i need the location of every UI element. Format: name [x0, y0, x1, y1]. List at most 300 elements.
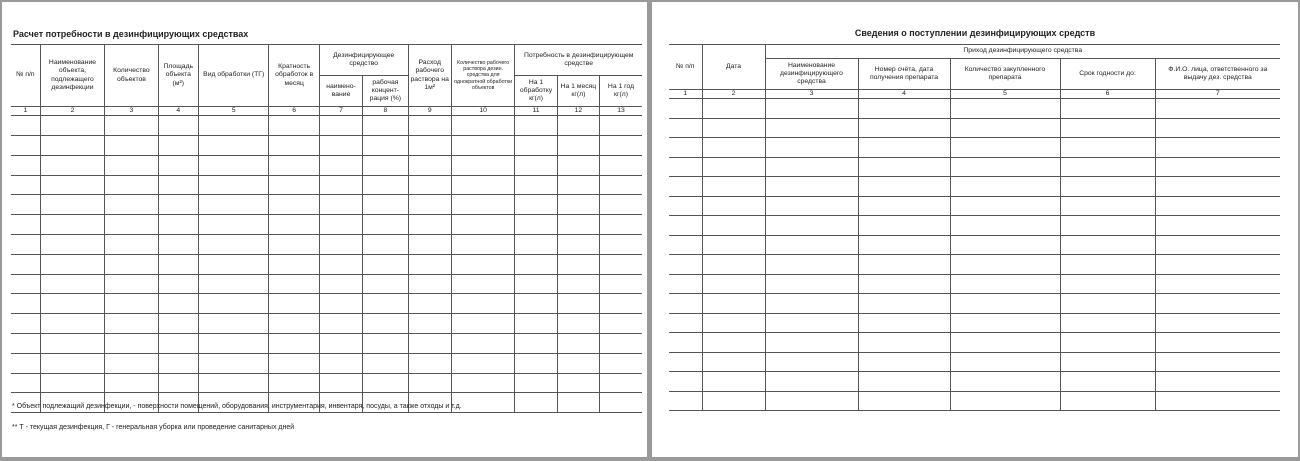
table-cell[interactable] — [451, 314, 515, 334]
table-cell[interactable] — [765, 352, 858, 372]
table-cell[interactable] — [408, 234, 451, 254]
column-number: 3 — [765, 90, 858, 99]
table-cell[interactable] — [858, 138, 950, 158]
table-cell[interactable] — [40, 116, 105, 136]
table-cell[interactable] — [198, 314, 269, 334]
table-cell[interactable] — [408, 373, 451, 393]
table-cell[interactable] — [858, 177, 950, 197]
table-cell[interactable] — [669, 157, 702, 177]
table-cell[interactable] — [11, 135, 40, 155]
table-cell[interactable] — [158, 116, 198, 136]
table-cell[interactable] — [408, 353, 451, 373]
table-cell[interactable] — [408, 314, 451, 334]
table-cell[interactable] — [950, 157, 1060, 177]
table-cell[interactable] — [1155, 118, 1280, 138]
table-cell[interactable] — [40, 195, 105, 215]
table-cell[interactable] — [158, 314, 198, 334]
table-cell[interactable] — [765, 235, 858, 255]
table-cell[interactable] — [451, 254, 515, 274]
table-cell[interactable] — [363, 116, 408, 136]
table-cell[interactable] — [765, 118, 858, 138]
table-cell[interactable] — [451, 135, 515, 155]
table-cell[interactable] — [158, 175, 198, 195]
table-cell[interactable] — [408, 195, 451, 215]
table-cell[interactable] — [40, 215, 105, 235]
table-cell[interactable] — [557, 116, 599, 136]
table-cell[interactable] — [702, 294, 765, 314]
table-cell[interactable] — [858, 118, 950, 138]
table-cell[interactable] — [669, 138, 702, 158]
table-cell[interactable] — [105, 373, 158, 393]
table-cell[interactable] — [702, 118, 765, 138]
table-cell[interactable] — [515, 155, 557, 175]
table-cell[interactable] — [702, 177, 765, 197]
table-cell[interactable] — [1060, 333, 1155, 353]
table-cell[interactable] — [858, 255, 950, 275]
table-cell[interactable] — [269, 135, 319, 155]
table-cell[interactable] — [11, 175, 40, 195]
table-cell[interactable] — [557, 254, 599, 274]
table-cell[interactable] — [600, 195, 642, 215]
table-row — [11, 175, 642, 195]
table-cell[interactable] — [40, 314, 105, 334]
table-cell[interactable] — [40, 155, 105, 175]
table-cell[interactable] — [1060, 216, 1155, 236]
table-cell[interactable] — [408, 135, 451, 155]
table-cell[interactable] — [40, 254, 105, 274]
table-cell[interactable] — [765, 255, 858, 275]
table-cell[interactable] — [1155, 274, 1280, 294]
table-cell[interactable] — [515, 393, 557, 413]
table-cell[interactable] — [1060, 235, 1155, 255]
table-cell[interactable] — [363, 333, 408, 353]
table-cell[interactable] — [363, 254, 408, 274]
table-cell[interactable] — [158, 215, 198, 235]
table-cell[interactable] — [269, 294, 319, 314]
table-cell[interactable] — [158, 353, 198, 373]
table-cell[interactable] — [158, 234, 198, 254]
table-cell[interactable] — [702, 235, 765, 255]
table-cell[interactable] — [451, 195, 515, 215]
table-cell[interactable] — [451, 353, 515, 373]
table-cell[interactable] — [557, 215, 599, 235]
table-cell[interactable] — [557, 234, 599, 254]
table-cell[interactable] — [105, 195, 158, 215]
table-cell[interactable] — [105, 234, 158, 254]
table-cell[interactable] — [269, 195, 319, 215]
table-cell[interactable] — [669, 216, 702, 236]
table-cell[interactable] — [40, 333, 105, 353]
table-cell[interactable] — [600, 175, 642, 195]
table-cell[interactable] — [669, 391, 702, 411]
table-cell[interactable] — [600, 215, 642, 235]
table-cell[interactable] — [702, 216, 765, 236]
table-cell[interactable] — [363, 135, 408, 155]
table-cell[interactable] — [319, 353, 362, 373]
table-cell[interactable] — [669, 118, 702, 138]
table-cell[interactable] — [198, 294, 269, 314]
table-cell[interactable] — [319, 333, 362, 353]
table-cell[interactable] — [669, 99, 702, 119]
table-cell[interactable] — [557, 353, 599, 373]
table-cell[interactable] — [105, 135, 158, 155]
table-cell[interactable] — [451, 274, 515, 294]
table-cell[interactable] — [11, 234, 40, 254]
table-cell[interactable] — [702, 138, 765, 158]
table-cell[interactable] — [198, 116, 269, 136]
table-cell[interactable] — [451, 155, 515, 175]
table-cell[interactable] — [363, 234, 408, 254]
table-cell[interactable] — [515, 254, 557, 274]
table-cell[interactable] — [11, 274, 40, 294]
table-cell[interactable] — [515, 215, 557, 235]
table-cell[interactable] — [198, 353, 269, 373]
table-cell[interactable] — [858, 196, 950, 216]
table-cell[interactable] — [669, 333, 702, 353]
table-cell[interactable] — [669, 235, 702, 255]
table-cell[interactable] — [765, 294, 858, 314]
table-cell[interactable] — [600, 234, 642, 254]
table-cell[interactable] — [515, 274, 557, 294]
table-cell[interactable] — [557, 155, 599, 175]
table-cell[interactable] — [1155, 391, 1280, 411]
table-cell[interactable] — [105, 353, 158, 373]
table-cell[interactable] — [1155, 99, 1280, 119]
table-cell[interactable] — [600, 254, 642, 274]
table-cell[interactable] — [600, 274, 642, 294]
table-cell[interactable] — [1060, 313, 1155, 333]
table-cell[interactable] — [1060, 294, 1155, 314]
table-cell[interactable] — [557, 274, 599, 294]
table-cell[interactable] — [669, 196, 702, 216]
table-cell[interactable] — [858, 372, 950, 392]
table-cell[interactable] — [363, 353, 408, 373]
table-cell[interactable] — [1155, 196, 1280, 216]
table-cell[interactable] — [158, 373, 198, 393]
table-cell[interactable] — [363, 195, 408, 215]
table-cell[interactable] — [1155, 372, 1280, 392]
table-cell[interactable] — [11, 294, 40, 314]
table-cell[interactable] — [319, 155, 362, 175]
table-cell[interactable] — [11, 314, 40, 334]
table-cell[interactable] — [1060, 177, 1155, 197]
table-cell[interactable] — [765, 391, 858, 411]
table-cell[interactable] — [1060, 274, 1155, 294]
table-cell[interactable] — [269, 254, 319, 274]
table-cell[interactable] — [600, 393, 642, 413]
table-cell[interactable] — [515, 294, 557, 314]
table-cell[interactable] — [451, 373, 515, 393]
table-cell[interactable] — [1060, 118, 1155, 138]
table-cell[interactable] — [702, 274, 765, 294]
table-cell[interactable] — [40, 373, 105, 393]
table-cell[interactable] — [600, 116, 642, 136]
table-cell[interactable] — [1060, 372, 1155, 392]
table-cell[interactable] — [451, 215, 515, 235]
table-cell[interactable] — [858, 99, 950, 119]
table-cell[interactable] — [451, 333, 515, 353]
table-cell[interactable] — [515, 314, 557, 334]
table-cell[interactable] — [40, 353, 105, 373]
table-cell[interactable] — [557, 195, 599, 215]
table-cell[interactable] — [363, 274, 408, 294]
table-cell[interactable] — [950, 177, 1060, 197]
table-cell[interactable] — [105, 175, 158, 195]
table-cell[interactable] — [1060, 99, 1155, 119]
table-cell[interactable] — [451, 234, 515, 254]
table-cell[interactable] — [950, 274, 1060, 294]
table-cell[interactable] — [557, 373, 599, 393]
table-cell[interactable] — [600, 155, 642, 175]
table-cell[interactable] — [408, 175, 451, 195]
table-cell[interactable] — [11, 373, 40, 393]
table-cell[interactable] — [1155, 235, 1280, 255]
table-cell[interactable] — [515, 175, 557, 195]
table-cell[interactable] — [198, 254, 269, 274]
table-cell[interactable] — [515, 353, 557, 373]
table-cell[interactable] — [950, 294, 1060, 314]
table-cell[interactable] — [269, 373, 319, 393]
table-cell[interactable] — [1155, 138, 1280, 158]
table-cell[interactable] — [1060, 196, 1155, 216]
table-cell[interactable] — [557, 294, 599, 314]
table-cell[interactable] — [408, 215, 451, 235]
table-cell[interactable] — [363, 175, 408, 195]
table-cell[interactable] — [105, 155, 158, 175]
table-cell[interactable] — [198, 373, 269, 393]
table-cell[interactable] — [158, 135, 198, 155]
table-cell[interactable] — [40, 274, 105, 294]
table-cell[interactable] — [451, 175, 515, 195]
table-cell[interactable] — [765, 333, 858, 353]
table-cell[interactable] — [1155, 352, 1280, 372]
table-cell[interactable] — [158, 254, 198, 274]
table-cell[interactable] — [669, 313, 702, 333]
table-cell[interactable] — [1060, 352, 1155, 372]
table-cell[interactable] — [669, 352, 702, 372]
table-cell[interactable] — [319, 373, 362, 393]
table-cell[interactable] — [40, 234, 105, 254]
table-cell[interactable] — [1060, 157, 1155, 177]
table-cell[interactable] — [950, 235, 1060, 255]
table-cell[interactable] — [158, 155, 198, 175]
table-cell[interactable] — [950, 391, 1060, 411]
table-cell[interactable] — [11, 353, 40, 373]
table-cell[interactable] — [702, 372, 765, 392]
table-cell[interactable] — [158, 195, 198, 215]
table-cell[interactable] — [1060, 391, 1155, 411]
table-cell[interactable] — [363, 314, 408, 334]
table-cell[interactable] — [105, 274, 158, 294]
table-cell[interactable] — [269, 116, 319, 136]
table-cell[interactable] — [1155, 177, 1280, 197]
table-cell[interactable] — [408, 274, 451, 294]
table-cell[interactable] — [702, 255, 765, 275]
table-cell[interactable] — [950, 216, 1060, 236]
table-cell[interactable] — [765, 196, 858, 216]
table-cell[interactable] — [702, 196, 765, 216]
table-cell[interactable] — [158, 274, 198, 294]
table-cell[interactable] — [669, 372, 702, 392]
table-cell[interactable] — [11, 215, 40, 235]
table-cell[interactable] — [408, 294, 451, 314]
table-cell[interactable] — [198, 175, 269, 195]
table-cell[interactable] — [600, 353, 642, 373]
table-cell[interactable] — [363, 155, 408, 175]
table-cell[interactable] — [765, 313, 858, 333]
table-cell[interactable] — [451, 294, 515, 314]
table-cell[interactable] — [1155, 216, 1280, 236]
table-cell[interactable] — [858, 157, 950, 177]
table-cell[interactable] — [950, 372, 1060, 392]
table-cell[interactable] — [765, 216, 858, 236]
table-cell[interactable] — [858, 235, 950, 255]
table-cell[interactable] — [198, 135, 269, 155]
table-cell[interactable] — [198, 234, 269, 254]
table-cell[interactable] — [319, 234, 362, 254]
table-cell[interactable] — [319, 215, 362, 235]
table-cell[interactable] — [363, 373, 408, 393]
table-cell[interactable] — [950, 352, 1060, 372]
table-cell[interactable] — [858, 391, 950, 411]
table-cell[interactable] — [11, 116, 40, 136]
table-cell[interactable] — [950, 138, 1060, 158]
table-cell[interactable] — [669, 255, 702, 275]
table-cell[interactable] — [198, 195, 269, 215]
table-cell[interactable] — [557, 314, 599, 334]
table-cell[interactable] — [515, 195, 557, 215]
table-cell[interactable] — [557, 135, 599, 155]
table-cell[interactable] — [669, 294, 702, 314]
table-cell[interactable] — [198, 215, 269, 235]
table-cell[interactable] — [269, 215, 319, 235]
table-cell[interactable] — [319, 116, 362, 136]
table-cell[interactable] — [858, 352, 950, 372]
table-cell[interactable] — [198, 155, 269, 175]
table-cell[interactable] — [765, 274, 858, 294]
table-cell[interactable] — [105, 314, 158, 334]
table-cell[interactable] — [950, 99, 1060, 119]
table-cell[interactable] — [105, 333, 158, 353]
table-cell[interactable] — [669, 274, 702, 294]
table-cell[interactable] — [105, 116, 158, 136]
table-cell[interactable] — [702, 391, 765, 411]
table-cell[interactable] — [557, 175, 599, 195]
table-cell[interactable] — [40, 175, 105, 195]
table-cell[interactable] — [269, 274, 319, 294]
table-cell[interactable] — [1060, 255, 1155, 275]
table-cell[interactable] — [557, 333, 599, 353]
table-cell[interactable] — [11, 155, 40, 175]
table-cell[interactable] — [105, 294, 158, 314]
table-cell[interactable] — [158, 294, 198, 314]
table-cell[interactable] — [600, 314, 642, 334]
table-cell[interactable] — [269, 333, 319, 353]
table-cell[interactable] — [858, 274, 950, 294]
table-cell[interactable] — [765, 372, 858, 392]
table-cell[interactable] — [765, 177, 858, 197]
table-cell[interactable] — [515, 333, 557, 353]
table-cell[interactable] — [1155, 313, 1280, 333]
table-cell[interactable] — [600, 333, 642, 353]
table-cell[interactable] — [269, 155, 319, 175]
table-cell[interactable] — [408, 333, 451, 353]
table-cell[interactable] — [40, 135, 105, 155]
table-cell[interactable] — [515, 116, 557, 136]
table-cell[interactable] — [950, 118, 1060, 138]
table-cell[interactable] — [1155, 294, 1280, 314]
table-cell[interactable] — [319, 135, 362, 155]
table-cell[interactable] — [319, 195, 362, 215]
table-cell[interactable] — [702, 157, 765, 177]
table-cell[interactable] — [40, 294, 105, 314]
table-cell[interactable] — [11, 333, 40, 353]
table-cell[interactable] — [600, 135, 642, 155]
table-cell[interactable] — [408, 254, 451, 274]
table-cell[interactable] — [319, 294, 362, 314]
table-cell[interactable] — [858, 313, 950, 333]
table-cell[interactable] — [105, 215, 158, 235]
table-cell[interactable] — [319, 274, 362, 294]
table-cell[interactable] — [557, 393, 599, 413]
table-cell[interactable] — [858, 333, 950, 353]
table-cell[interactable] — [105, 254, 158, 274]
table-cell[interactable] — [158, 333, 198, 353]
table-cell[interactable] — [765, 157, 858, 177]
table-cell[interactable] — [198, 274, 269, 294]
table-cell[interactable] — [11, 195, 40, 215]
table-cell[interactable] — [363, 294, 408, 314]
table-cell[interactable] — [515, 234, 557, 254]
table-cell[interactable] — [702, 333, 765, 353]
table-cell[interactable] — [319, 175, 362, 195]
table-cell[interactable] — [1155, 157, 1280, 177]
table-cell[interactable] — [950, 255, 1060, 275]
table-cell[interactable] — [515, 135, 557, 155]
left-page-title: Расчет потребности в дезинфицирующих средствах — [13, 29, 249, 39]
table-cell[interactable] — [515, 373, 557, 393]
table-cell[interactable] — [269, 234, 319, 254]
table-cell[interactable] — [765, 99, 858, 119]
table-cell[interactable] — [1155, 333, 1280, 353]
table-cell[interactable] — [702, 313, 765, 333]
table-cell[interactable] — [950, 333, 1060, 353]
table-cell[interactable] — [702, 99, 765, 119]
table-cell[interactable] — [11, 254, 40, 274]
table-cell[interactable] — [702, 352, 765, 372]
table-cell[interactable] — [950, 196, 1060, 216]
table-cell[interactable] — [600, 294, 642, 314]
table-cell[interactable] — [319, 314, 362, 334]
table-cell[interactable] — [408, 116, 451, 136]
table-cell[interactable] — [1060, 138, 1155, 158]
table-cell[interactable] — [269, 175, 319, 195]
table-cell[interactable] — [765, 138, 858, 158]
table-cell[interactable] — [858, 294, 950, 314]
table-cell[interactable] — [1155, 255, 1280, 275]
table-cell[interactable] — [451, 116, 515, 136]
table-cell[interactable] — [269, 314, 319, 334]
table-cell[interactable] — [858, 216, 950, 236]
table-cell[interactable] — [669, 177, 702, 197]
table-cell[interactable] — [319, 254, 362, 274]
table-cell[interactable] — [408, 155, 451, 175]
table-cell[interactable] — [950, 313, 1060, 333]
table-cell[interactable] — [198, 333, 269, 353]
table-cell[interactable] — [363, 215, 408, 235]
table-cell[interactable] — [269, 353, 319, 373]
table-cell[interactable] — [600, 373, 642, 393]
